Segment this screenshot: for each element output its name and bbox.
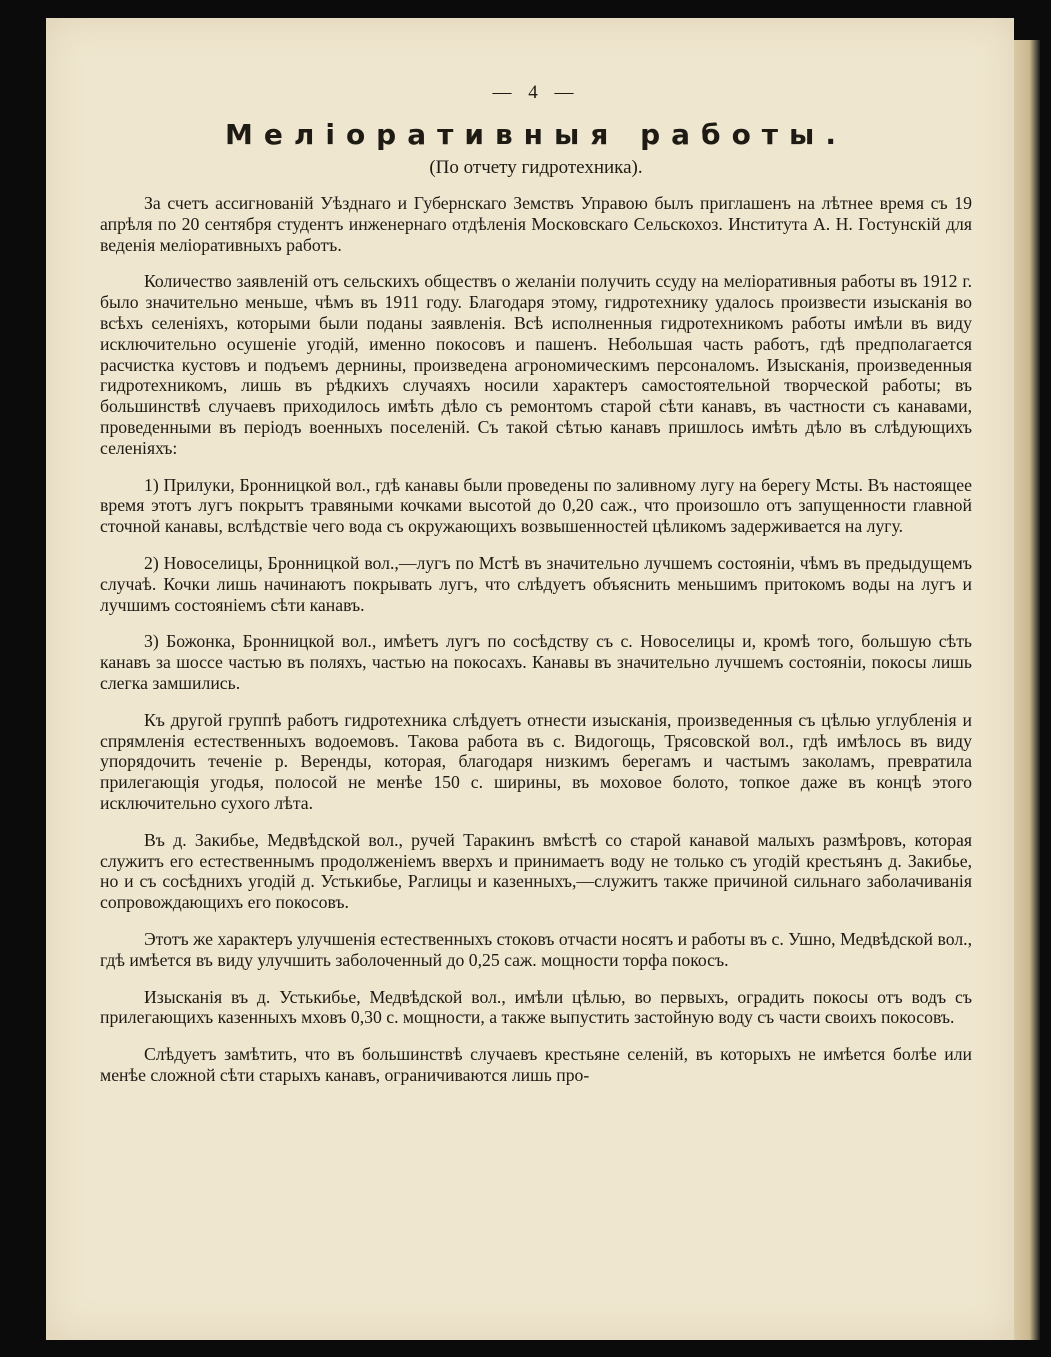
paragraph-item-2: 2) Новоселицы, Бронницкой вол.,—лугъ по Мстѣ въ значительно лучшемъ состояніи, чѣмъ въ предыдущемъ случаѣ. Кочки лишь начинаютъ покрывать лугъ, что слѣдуетъ объяснить меньшимъ притокомъ воды на лугъ и лучшимъ состояніемъ сѣти канавъ.	[100, 552, 972, 615]
paragraph-conclusion: Слѣдуетъ замѣтить, что въ большинствѣ случаевъ крестьяне селеній, въ которыхъ не имѣется болѣе или менѣе сложной сѣти старыхъ канавъ, ограничиваются лишь про-	[100, 1044, 972, 1085]
paragraph-zakibye: Въ д. Закибье, Медвѣдской вол., ручей Таракинъ вмѣстѣ со старой канавой малыхъ размѣровъ, которая служитъ его естественнымъ продолженіемъ вверхъ и принимаетъ воду не только съ угодій крестьянъ д. Закибье, но и съ сосѣднихъ угодій д. Устькибье, Раглицы и казенныхъ,—служитъ также причиной сильнаго заболачиванія сопровождающихъ его покосовъ.	[100, 829, 972, 913]
paragraph-other-group: Къ другой группѣ работъ гидротехника слѣдуетъ отнести изысканія, произведенныя съ цѣлью углубленія и спрямленія естественныхъ водоемовъ. Такова работа въ с. Видогощь, Трясовской вол., гдѣ имѣлось въ виду упорядочить теченіе р. Веренды, которая, благодаря низкимъ берегамъ и частымъ заколамъ, превратила прилегающія угодья, полосой не менѣе 150 с. ширины, въ моховое болото, топкое даже въ концѣ этого исключительно сухого лѣта.	[100, 709, 972, 813]
page-number: — 4 —	[492, 82, 580, 103]
paragraph-applications: Количество заявленій отъ сельскихъ обществъ о желаніи получить ссуду на меліоративныя работы въ 1912 г. было значительно меньше, чѣмъ въ 1911 году. Благодаря этому, гидротехнику удалось произвести изысканія во всѣхъ селеніяхъ, которыми были поданы заявленія. Всѣ исполненныя гидротехникомъ работы имѣли въ виду исключительно осушеніе угодій, именно покосовъ и пашенъ. Небольшая часть работъ, гдѣ предполагается расчистка кустовъ и подъемъ дернины, произведена агрономическимъ персоналомъ. Изысканія, произведенныя гидротехникомъ, лишь въ рѣдкихъ случаяхъ носили характеръ самостоятельной творческой работы; въ большинствѣ случаевъ приходилось имѣть дѣло съ ремонтомъ старой сѣти канавъ, въ частности съ канавами, проведенными въ періодъ военныхъ поселеній. Съ такой сѣтью канавъ пришлось имѣть дѣло въ слѣдующихъ селеніяхъ:	[100, 271, 972, 458]
page-title: Меліоративныя работы.	[224, 118, 847, 151]
paragraph-item-1: 1) Прилуки, Бронницкой вол., гдѣ канавы были проведены по заливному лугу на берегу Мсты. Въ настоящее время этотъ лугъ покрытъ травяными кочками высотой до 0,20 саж., что произошло отъ запущенности главной сточной канавы, вслѣдствіе чего вода съ окружающихъ возвышенностей цѣликомъ задерживается на лугу.	[100, 474, 972, 537]
paragraph-intro: За счетъ ассигнованій Уѣзднаго и Губернскаго Земствъ Управою былъ приглашенъ на лѣтнее время съ 19 апрѣля по 20 сентября студентъ инженернаго отдѣленія Московскаго Сельскохоз. Института А. Н. Гостунскій для веденія меліоративныхъ работъ.	[100, 193, 972, 255]
page-edge	[1014, 40, 1040, 1340]
page-subtitle: (По отчету гидротехника).	[429, 157, 643, 178]
page-content	[100, 82, 972, 1102]
paragraph-ustkibye: Изысканія въ д. Устькибье, Медвѣдской вол., имѣли цѣлью, во первыхъ, оградить покосы отъ водъ съ прилегающихъ казенныхъ мховъ 0,30 с. мощности, а также выпустить застойную воду съ части своихъ покосовъ.	[100, 986, 972, 1028]
paragraph-ushno: Этотъ же характеръ улучшенія естественныхъ стоковъ отчасти носятъ и работы въ с. Ушно, Медвѣдской вол., гдѣ имѣется въ виду улучшить заболоченный до 0,25 саж. мощности торфа покосъ.	[100, 928, 972, 970]
paragraph-item-3: 3) Божонка, Бронницкой вол., имѣетъ лугъ по сосѣдству съ с. Новоселицы и, кромѣ того, большую сѣть канавъ за шоссе частью въ поляхъ, частью на покосахъ. Канавы въ значительно лучшемъ состояніи, покосы лишь слегка замшились.	[100, 631, 972, 693]
